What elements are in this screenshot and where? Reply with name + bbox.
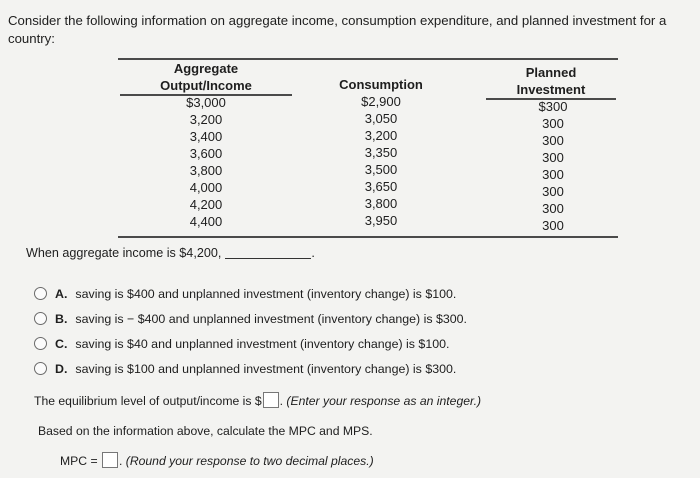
table-cell: 3,800: [189, 163, 223, 178]
equilibrium-prefix: The equilibrium level of output/income is $: [34, 394, 262, 408]
radio-button-a[interactable]: [34, 287, 47, 300]
mpc-prefix: MPC =: [60, 454, 98, 468]
table-cell: 300: [542, 201, 564, 216]
table-cell: 4,200: [189, 197, 223, 212]
output-income-column: [126, 60, 286, 230]
table-cell: 3,400: [189, 129, 223, 144]
answer-options: [34, 281, 467, 381]
radio-button-b[interactable]: [34, 312, 47, 325]
mpc-input[interactable]: [102, 452, 118, 468]
table-cell: 3,200: [364, 128, 398, 143]
col3-header-line2: Investment: [516, 82, 586, 97]
mpc-hint: (Round your response to two decimal places.): [125, 454, 374, 468]
planned-investment-column: [488, 64, 614, 234]
table-cell: 4,000: [189, 180, 223, 195]
intro-text: Consider the following information on aggregate income, consumption expenditure, and planned investment for a country:: [8, 13, 667, 46]
option-text: saving is $100 and unplanned investment (inventory change) is $300.: [75, 361, 457, 376]
equilibrium-input[interactable]: [263, 392, 279, 408]
table-cell: 3,200: [189, 112, 223, 127]
radio-button-c[interactable]: [34, 337, 47, 350]
table-cell: 3,600: [189, 146, 223, 161]
option-a[interactable]: [34, 281, 467, 306]
col2-header: Consumption: [339, 77, 423, 92]
table-cell: $300: [538, 99, 568, 114]
option-text: saving is $40 and unplanned investment (inventory change) is $100.: [75, 336, 450, 351]
table-cell: 300: [542, 167, 564, 182]
table-cell: 300: [542, 116, 564, 131]
table-cell: 300: [542, 150, 564, 165]
question-text: When aggregate income is $4,200,: [26, 246, 222, 260]
table-cell: 300: [542, 218, 564, 233]
mpc-period: .: [118, 454, 123, 468]
table-cell: 4,400: [189, 214, 223, 229]
table-cell: 3,050: [364, 111, 398, 126]
option-b[interactable]: [34, 306, 467, 331]
table-cell: $2,900: [361, 94, 401, 109]
equilibrium-hint: (Enter your response as an integer.): [286, 394, 482, 408]
table-cell: 3,800: [364, 196, 398, 211]
table-cell: 3,950: [364, 213, 398, 228]
table-cell: 3,500: [364, 162, 398, 177]
equilibrium-question: [34, 392, 481, 408]
based-on-text: Based on the information above, calculate the MPC and MPS.: [38, 424, 373, 438]
equilibrium-period: .: [279, 394, 284, 408]
option-letter: A.: [55, 286, 68, 301]
option-letter: D.: [55, 361, 68, 376]
table-cell: 300: [542, 184, 564, 199]
option-text: saving is − $400 and unplanned investment (inventory change) is $300.: [75, 311, 468, 326]
mpc-question: [60, 452, 374, 468]
consumption-column: [296, 76, 466, 229]
option-d[interactable]: [34, 356, 467, 381]
option-letter: B.: [55, 311, 68, 326]
table-cell: 300: [542, 133, 564, 148]
option-c[interactable]: [34, 331, 467, 356]
table-bottom-rule: [118, 236, 618, 238]
question-prompt: When aggregate income is $4,200, .: [26, 246, 315, 260]
option-text: saving is $400 and unplanned investment (inventory change) is $100.: [75, 286, 457, 301]
option-letter: C.: [55, 336, 68, 351]
col1-header-line2: Output/Income: [160, 78, 252, 93]
col1-header-line1: Aggregate: [173, 61, 239, 76]
table-cell: 3,350: [364, 145, 398, 160]
answer-blank: [225, 258, 311, 259]
data-table: [118, 58, 618, 238]
table-cell: 3,650: [364, 179, 398, 194]
table-cell: $3,000: [186, 95, 226, 110]
radio-button-d[interactable]: [34, 362, 47, 375]
col3-header-line1: Planned: [525, 65, 577, 80]
